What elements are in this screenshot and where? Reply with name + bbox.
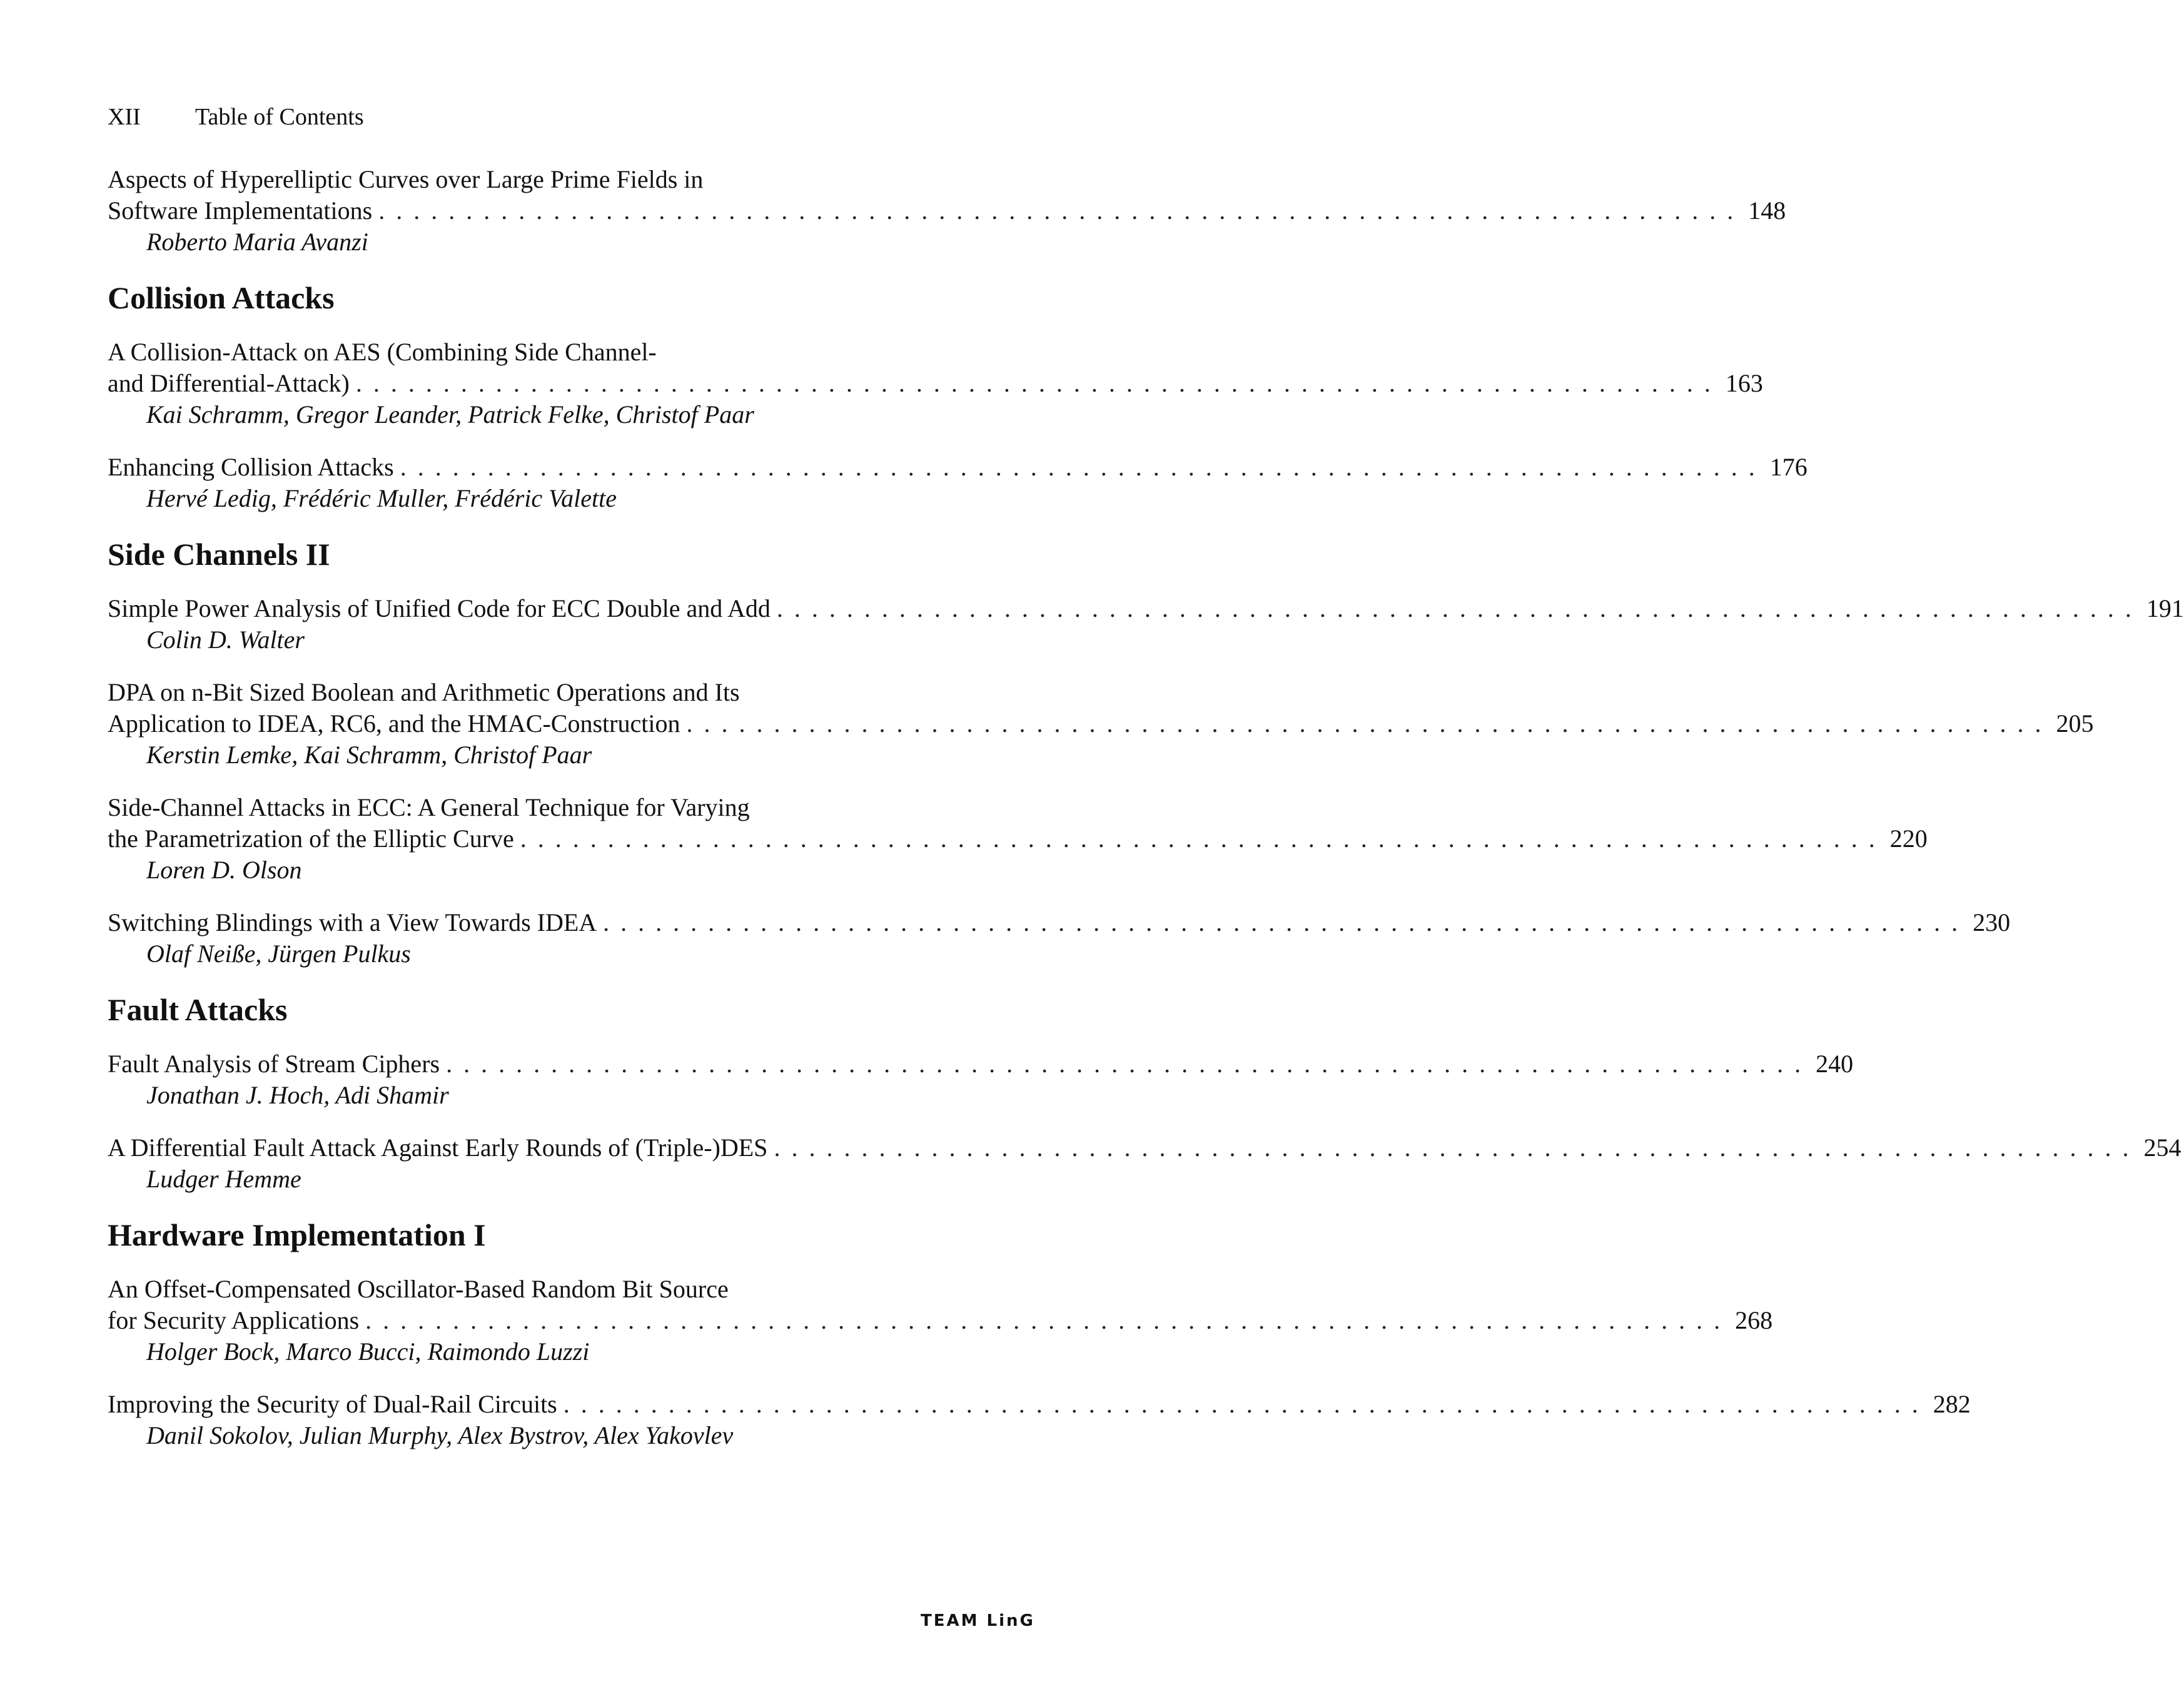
entry-authors: Olaf Neiße, Jürgen Pulkus: [146, 940, 411, 968]
page-number: 220: [1889, 824, 1928, 853]
entry-title-last-line: [108, 823, 1928, 855]
table-of-contents: [108, 164, 2184, 1451]
page-folio: XII: [108, 104, 141, 130]
running-title: Table of Contents: [195, 104, 364, 130]
entry-title-last-line: [108, 368, 1763, 399]
entry-authors: Hervé Ledig, Frédéric Muller, Frédéric Valette: [146, 484, 617, 512]
dot-leader: . . . . . . . . . . . . . . . . . . . . . . . . . . . . . . . . . . . . . . . . . . . . . . . . . . . . . . . . . . . . . . . . . . . . . . . . . . . . . .: [378, 196, 1736, 225]
entry-title-line: Side-Channel Attacks in ECC: A General Technique for Varying: [108, 793, 750, 821]
entry-title-line: A Collision-Attack on AES (Combining Side Channel-: [108, 338, 657, 366]
dot-leader: . . . . . . . . . . . . . . . . . . . . . . . . . . . . . . . . . . . . . . . . . . . . . . . . . . . . . . . . . . . . . . . . . . . . . . . . . . . . . .: [774, 1134, 2131, 1162]
dot-leader: . . . . . . . . . . . . . . . . . . . . . . . . . . . . . . . . . . . . . . . . . . . . . . . . . . . . . . . . . . . . . . . . . . . . . . . . . . . . . .: [446, 1050, 1804, 1078]
running-head: [108, 101, 364, 133]
section-heading: Fault Attacks: [108, 992, 288, 1027]
entry-title-text: the Parametrization of the Elliptic Curve: [108, 824, 514, 853]
entry-title-line: An Offset-Compensated Oscillator-Based Random Bit Source: [108, 1275, 729, 1303]
page-number: 254: [2143, 1134, 2181, 1162]
entry-authors: Kai Schramm, Gregor Leander, Patrick Felke, Christof Paar: [146, 400, 754, 429]
toc-entry: [108, 593, 2184, 656]
toc-entry: [108, 1274, 1773, 1367]
entry-title-line: Aspects of Hyperelliptic Curves over Large Prime Fields in: [108, 165, 704, 193]
toc-entry: [108, 1389, 1971, 1451]
entry-title-text: Improving the Security of Dual-Rail Circuits: [108, 1390, 557, 1418]
dot-leader: . . . . . . . . . . . . . . . . . . . . . . . . . . . . . . . . . . . . . . . . . . . . . . . . . . . . . . . . . . . . . . . . . . . . . . . . . . . . . .: [400, 453, 1757, 481]
dot-leader: . . . . . . . . . . . . . . . . . . . . . . . . . . . . . . . . . . . . . . . . . . . . . . . . . . . . . . . . . . . . . . . . . . . . . . . . . . . . . .: [776, 594, 2134, 622]
team-ling-badge: TEAM LinG: [921, 1611, 1035, 1630]
toc-entry: [108, 452, 1807, 514]
entry-authors: Ludger Hemme: [146, 1165, 301, 1193]
entry-title-text: and Differential-Attack): [108, 369, 350, 397]
entry-title-line: DPA on n-Bit Sized Boolean and Arithmetic Operations and Its: [108, 678, 740, 706]
entry-title-last-line: [108, 452, 1807, 483]
entry-authors: Loren D. Olson: [146, 856, 302, 884]
entry-title-last-line: [108, 195, 1786, 226]
entry-title-last-line: [108, 708, 2094, 739]
toc-entry: [108, 1132, 2181, 1195]
dot-leader: . . . . . . . . . . . . . . . . . . . . . . . . . . . . . . . . . . . . . . . . . . . . . . . . . . . . . . . . . . . . . . . . . . . . . . . . . . . . . .: [686, 709, 2044, 738]
entry-title-last-line: [108, 1132, 2181, 1164]
entry-title-last-line: [108, 1389, 1971, 1420]
entry-authors: Danil Sokolov, Julian Murphy, Alex Bystrov, Alex Yakovlev: [146, 1421, 734, 1449]
entry-title-text: Application to IDEA, RC6, and the HMAC-Construction: [108, 709, 680, 738]
page-number: 148: [1748, 196, 1786, 225]
entry-title-text: for Security Applications: [108, 1306, 360, 1334]
section-heading: Collision Attacks: [108, 280, 335, 315]
entry-title-text: Switching Blindings with a View Towards IDEA: [108, 908, 597, 936]
entry-title-last-line: [108, 1305, 1773, 1336]
section-heading: Side Channels II: [108, 537, 330, 572]
page-number: 176: [1769, 453, 1807, 481]
section-heading: Hardware Implementation I: [108, 1217, 486, 1252]
toc-entry: [108, 1048, 1854, 1111]
toc-entry: [108, 792, 1928, 886]
toc-entry: [108, 907, 2011, 970]
entry-title-last-line: [108, 907, 2011, 938]
entry-authors: Jonathan J. Hoch, Adi Shamir: [146, 1081, 449, 1109]
page-number: 230: [1973, 908, 2011, 936]
entry-title-text: A Differential Fault Attack Against Early Rounds of (Triple-)DES: [108, 1134, 768, 1162]
page-number: 163: [1725, 369, 1763, 397]
dot-leader: . . . . . . . . . . . . . . . . . . . . . . . . . . . . . . . . . . . . . . . . . . . . . . . . . . . . . . . . . . . . . . . . . . . . . . . . . . . . . .: [603, 908, 1961, 936]
entry-title-text: Simple Power Analysis of Unified Code for ECC Double and Add: [108, 594, 771, 622]
entry-title-last-line: [108, 1048, 1854, 1080]
toc-entry: [108, 164, 1786, 258]
entry-title-last-line: [108, 593, 2184, 624]
dot-leader: . . . . . . . . . . . . . . . . . . . . . . . . . . . . . . . . . . . . . . . . . . . . . . . . . . . . . . . . . . . . . . . . . . . . . . . . . . . . . .: [520, 824, 1878, 853]
dot-leader: . . . . . . . . . . . . . . . . . . . . . . . . . . . . . . . . . . . . . . . . . . . . . . . . . . . . . . . . . . . . . . . . . . . . . . . . . . . . . .: [365, 1306, 1723, 1334]
entry-authors: Roberto Maria Avanzi: [146, 228, 368, 256]
entry-title-text: Enhancing Collision Attacks: [108, 453, 394, 481]
page-number: 240: [1816, 1050, 1854, 1078]
entry-authors: Colin D. Walter: [146, 626, 305, 654]
page-number: 191: [2146, 594, 2184, 622]
toc-entry: [108, 337, 1763, 430]
entry-authors: Kerstin Lemke, Kai Schramm, Christof Paar: [146, 741, 592, 769]
entry-title-text: Software Implementations: [108, 196, 373, 225]
page-number: 268: [1735, 1306, 1773, 1334]
page-number: 282: [1933, 1390, 1971, 1418]
entry-title-text: Fault Analysis of Stream Ciphers: [108, 1050, 440, 1078]
toc-entry: [108, 677, 2094, 771]
dot-leader: . . . . . . . . . . . . . . . . . . . . . . . . . . . . . . . . . . . . . . . . . . . . . . . . . . . . . . . . . . . . . . . . . . . . . . . . . . . . . .: [563, 1390, 1921, 1418]
dot-leader: . . . . . . . . . . . . . . . . . . . . . . . . . . . . . . . . . . . . . . . . . . . . . . . . . . . . . . . . . . . . . . . . . . . . . . . . . . . . . .: [355, 369, 1713, 397]
entry-authors: Holger Bock, Marco Bucci, Raimondo Luzzi: [146, 1337, 590, 1366]
page-number: 205: [2056, 709, 2094, 738]
